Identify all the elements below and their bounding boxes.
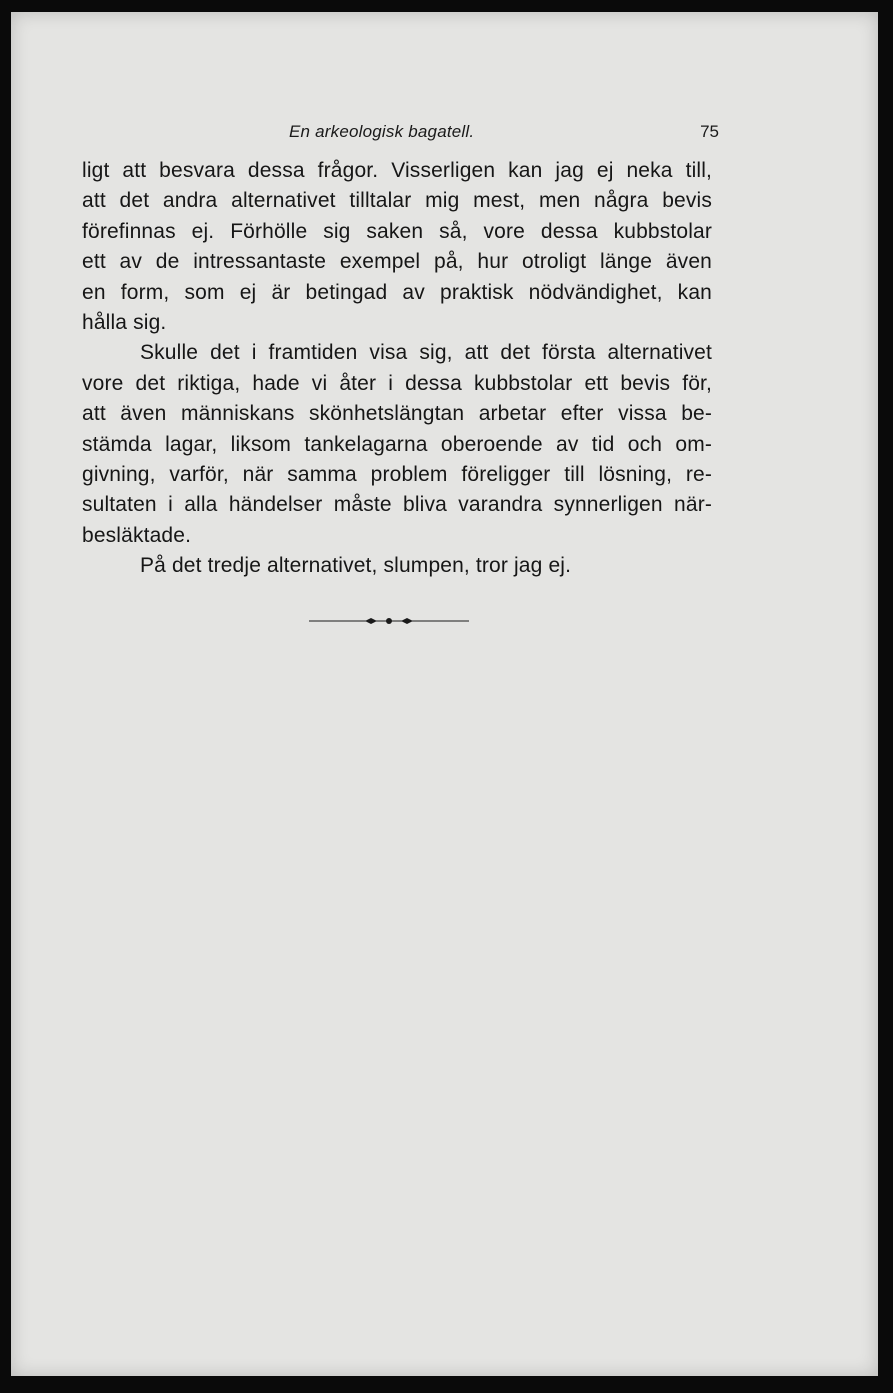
text-line: ligt att besvara dessa frågor. Visserligen kan jag ej neka till, <box>82 159 712 182</box>
text-line: På det tredje alternativet, slumpen, tror jag ej. <box>140 554 572 578</box>
body-text <box>82 156 712 581</box>
text-line: en form, som ej är betingad av praktisk nödvändighet, kan <box>82 280 712 304</box>
text-line: givning, varför, när samma problem föreligger till lösning, re- <box>82 462 712 486</box>
book-page <box>11 12 878 1376</box>
text-line: stämda lagar, liksom tankelagarna oberoende av tid och om- <box>82 432 712 456</box>
text-line: förefinnas ej. Förhölle sig saken så, vore dessa kubbstolar <box>82 219 712 243</box>
text-line: att även människans skönhetslängtan arbetar efter vissa be- <box>82 402 712 426</box>
text-line: vore det riktiga, hade vi åter i dessa kubbstolar ett bevis för, <box>82 371 712 395</box>
text-line: att det andra alternativet tilltalar mig mest, men några bevis <box>82 189 712 213</box>
text-line: Skulle det i framtiden visa sig, att det första alternativet <box>140 341 712 365</box>
text-line: besläktade. <box>82 523 192 547</box>
text-line: sultaten i alla händelser måste bliva varandra synnerligen när- <box>82 493 712 517</box>
page-number: 75 <box>700 122 719 141</box>
text-line: ett av de intressantaste exempel på, hur otroligt länge även <box>82 250 712 274</box>
text-line: hålla sig. <box>82 310 167 334</box>
running-title: En arkeologisk bagatell. <box>289 122 475 141</box>
section-divider-ornament-icon <box>309 614 469 628</box>
